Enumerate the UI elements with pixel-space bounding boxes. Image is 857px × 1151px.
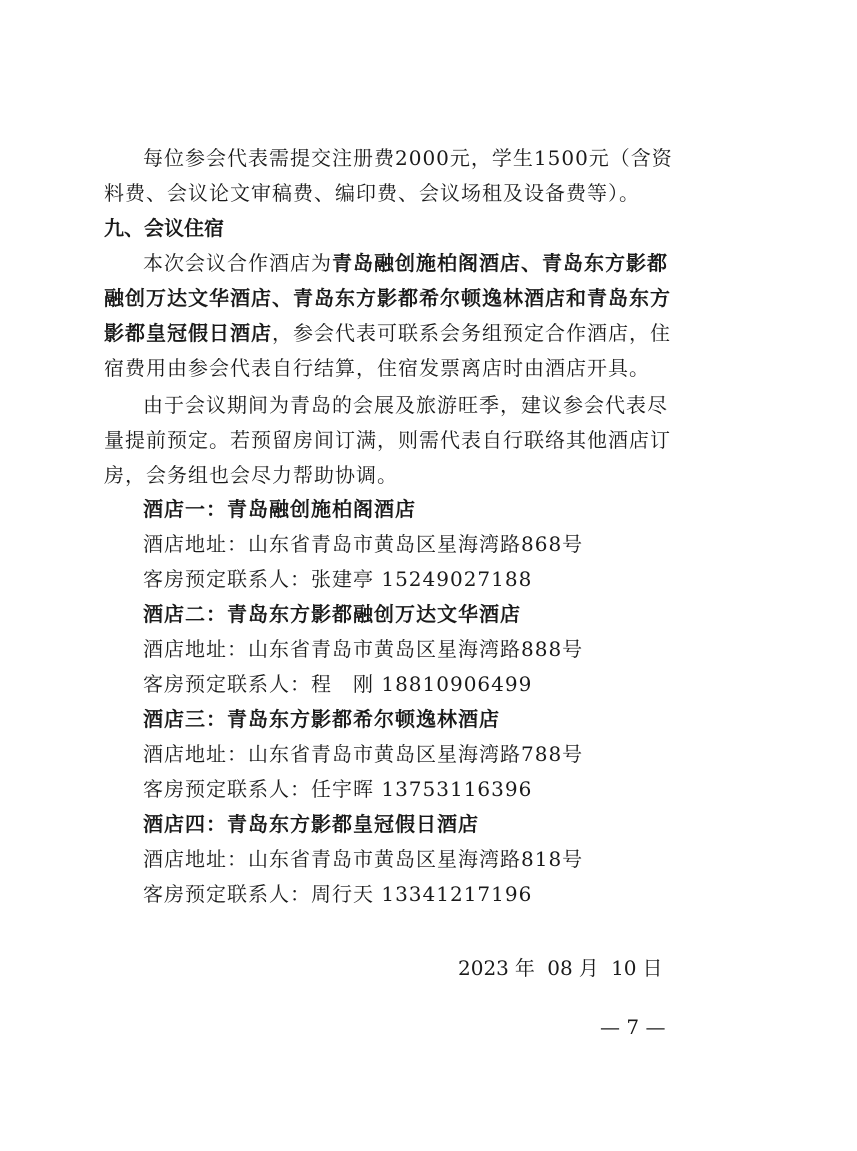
- registration-line-2: 料费、会议论文审稿费、编印费、会议场租及设备费等）。: [104, 181, 640, 205]
- date-year-unit: 年: [514, 956, 535, 980]
- para1-line-4: 宿费用由参会代表自行结算，住宿发票离店时由酒店开具。: [104, 356, 650, 380]
- para2-line-2: 量提前预定。若预留房间订满，则需代表自行联络其他酒店订: [104, 428, 671, 452]
- para1-line-3-bold: 影都皇冠假日酒店: [104, 321, 272, 345]
- hotel-1-contact: 客房预定联系人：张建亭 15249027188: [143, 567, 533, 591]
- para1-line-2: 融创万达文华酒店、青岛东方影都希尔顿逸林酒店和青岛东方: [104, 286, 671, 310]
- hotel-1-title: 酒店一：青岛融创施柏阁酒店: [143, 497, 416, 521]
- para2-line-1: 由于会议期间为青岛的会展及旅游旺季，建议参会代表尽: [143, 393, 668, 417]
- hotel-1-address: 酒店地址：山东省青岛市黄岛区星海湾路868号: [143, 532, 584, 556]
- hotel-2-title: 酒店二：青岛东方影都融创万达文华酒店: [143, 602, 521, 626]
- hotel-2-contact: 客房预定联系人：程 刚 18810906499: [143, 672, 533, 696]
- para1-line-1: [0, 246, 857, 280]
- date-day-unit: 日: [642, 956, 663, 980]
- document-date: [458, 951, 669, 985]
- para1-line-1-text: 本次会议合作酒店为: [143, 251, 332, 275]
- date-month-unit: 月: [578, 956, 599, 980]
- date-year: 2023: [458, 956, 509, 980]
- hotel-4-contact: 客房预定联系人：周行天 13341217196: [143, 882, 533, 906]
- hotel-3-address: 酒店地址：山东省青岛市黄岛区星海湾路788号: [143, 742, 584, 766]
- para1-line-1-bold: 青岛融创施柏阁酒店、青岛东方影都: [332, 251, 668, 275]
- para1-line-3-text: ，参会代表可联系会务组预定合作酒店，住: [272, 321, 671, 345]
- hotel-4-title: 酒店四：青岛东方影都皇冠假日酒店: [143, 812, 479, 836]
- para1-line-3: [0, 316, 857, 350]
- registration-line-1: 每位参会代表需提交注册费2000元，学生1500元（含资: [143, 146, 673, 170]
- para2-line-3: 房，会务组也会尽力帮助协调。: [104, 463, 398, 487]
- page-number: — 7 —: [600, 1015, 666, 1039]
- hotel-3-title: 酒店三：青岛东方影都希尔顿逸林酒店: [143, 707, 500, 731]
- hotel-4-address: 酒店地址：山东省青岛市黄岛区星海湾路818号: [143, 847, 584, 871]
- date-day: 10: [611, 956, 637, 980]
- date-month: 08: [547, 956, 573, 980]
- section-title: 九、会议住宿: [104, 216, 224, 240]
- hotel-3-contact: 客房预定联系人：任宇晖 13753116396: [143, 777, 533, 801]
- hotel-2-address: 酒店地址：山东省青岛市黄岛区星海湾路888号: [143, 637, 584, 661]
